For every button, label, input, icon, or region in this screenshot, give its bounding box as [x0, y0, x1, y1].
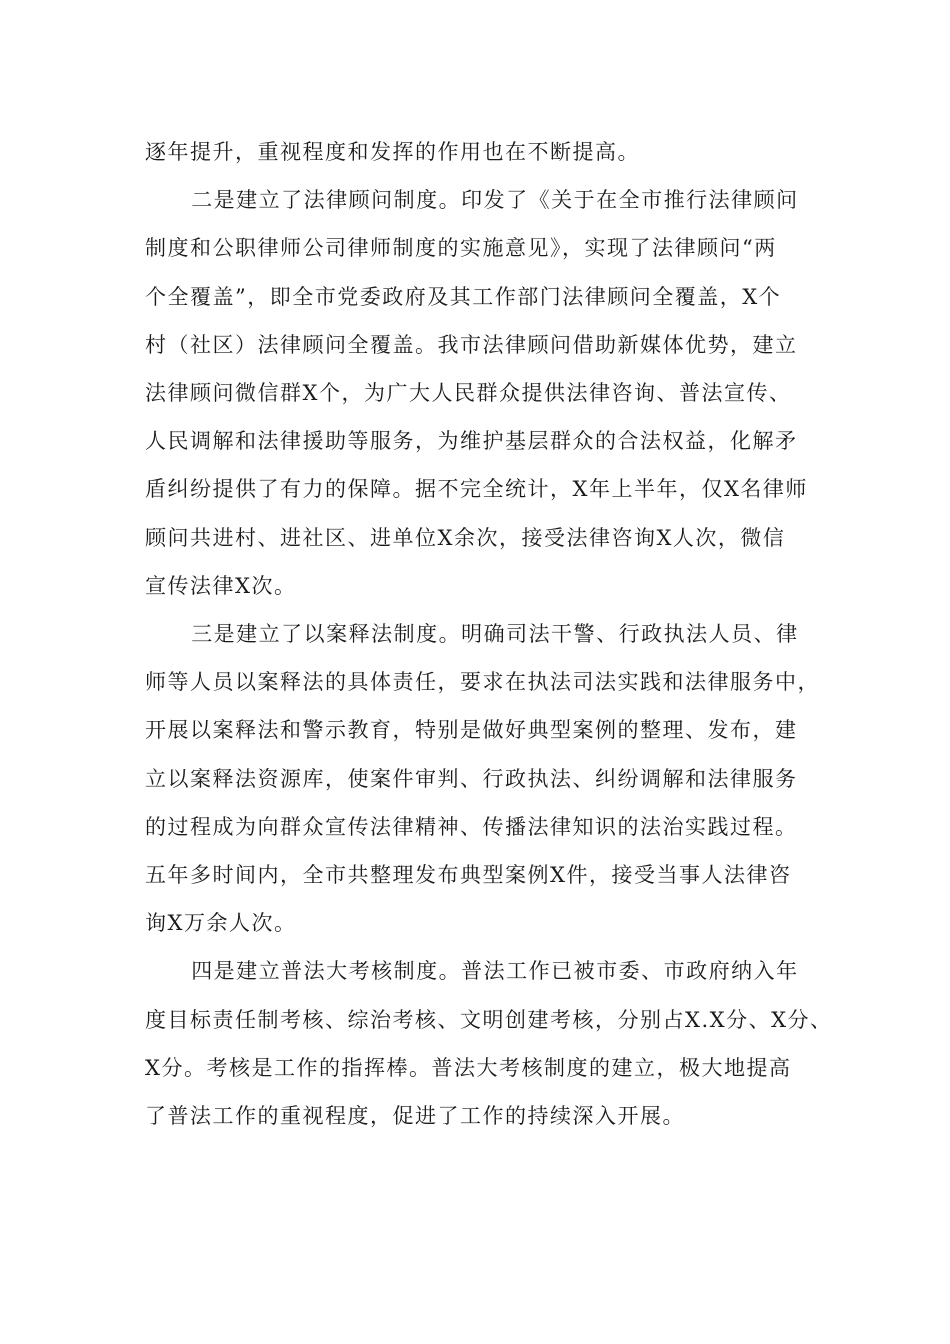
text-line: 宣传法律X次。	[145, 573, 297, 598]
text-line: 的过程成为向群众宣传法律精神、传播法律知识的法治实践过程。	[145, 814, 798, 839]
text-line: X分。考核是工作的指挥棒。普法大考核制度的建立，极大地提高	[145, 1055, 792, 1080]
text-line: 逐年提升，重视程度和发挥的作用也在不断提高。	[145, 140, 640, 164]
document-body	[145, 128, 833, 1140]
text-line: 五年多时间内，全市共整理发布典型案例X件，接受当事人法律咨	[145, 863, 792, 888]
text-line: 顾问共进村、进社区、进单位X余次，接受法律咨询X人次，微信	[145, 525, 786, 550]
paragraph-case-interpretation-system	[145, 610, 820, 947]
text-line: 法律顾问微信群X个，为广大人民群众提供法律咨询、普法宣传、	[145, 381, 792, 406]
text-line: 盾纠纷提供了有力的保障。据不完全统计，X年上半年，仅X名律师	[145, 477, 808, 502]
text-line: 立以案释法资源库，使案件审判、行政执法、纠纷调解和法律服务	[145, 766, 798, 791]
text-line: 询X万余人次。	[145, 911, 297, 936]
paragraph-continuation	[145, 128, 817, 176]
text-line: 村（社区）法律顾问全覆盖。我市法律顾问借助新媒体优势，建立	[145, 332, 798, 357]
paragraph-legal-advisor-system	[145, 176, 817, 610]
text-line: 开展以案释法和警示教育，特别是做好典型案例的整理、发布，建	[145, 718, 798, 743]
text-line: 个全覆盖”，即全市党委政府及其工作部门法律顾问全覆盖，X个	[145, 284, 782, 309]
text-line: 四是建立普法大考核制度。普法工作已被市委、市政府纳入年	[191, 959, 799, 984]
text-line: 师等人员以案释法的具体责任，要求在执法司法实践和法律服务中，	[145, 670, 820, 695]
text-line: 三是建立了以案释法制度。明确司法干警、行政执法人员、律	[191, 622, 799, 647]
paragraph-assessment-system	[145, 947, 833, 1140]
text-line: 二是建立了法律顾问制度。印发了《关于在全市推行法律顾问	[191, 188, 799, 213]
text-line: 度目标责任制考核、综治考核、文明创建考核，分别占X.X分、X分、	[145, 1007, 833, 1032]
text-line: 制度和公职律师公司律师制度的实施意见》，实现了法律顾问“两	[145, 236, 777, 261]
text-line: 人民调解和法律援助等服务，为维护基层群众的合法权益，化解矛	[145, 429, 798, 454]
text-line: 了普法工作的重视程度，促进了工作的持续深入开展。	[145, 1104, 685, 1129]
